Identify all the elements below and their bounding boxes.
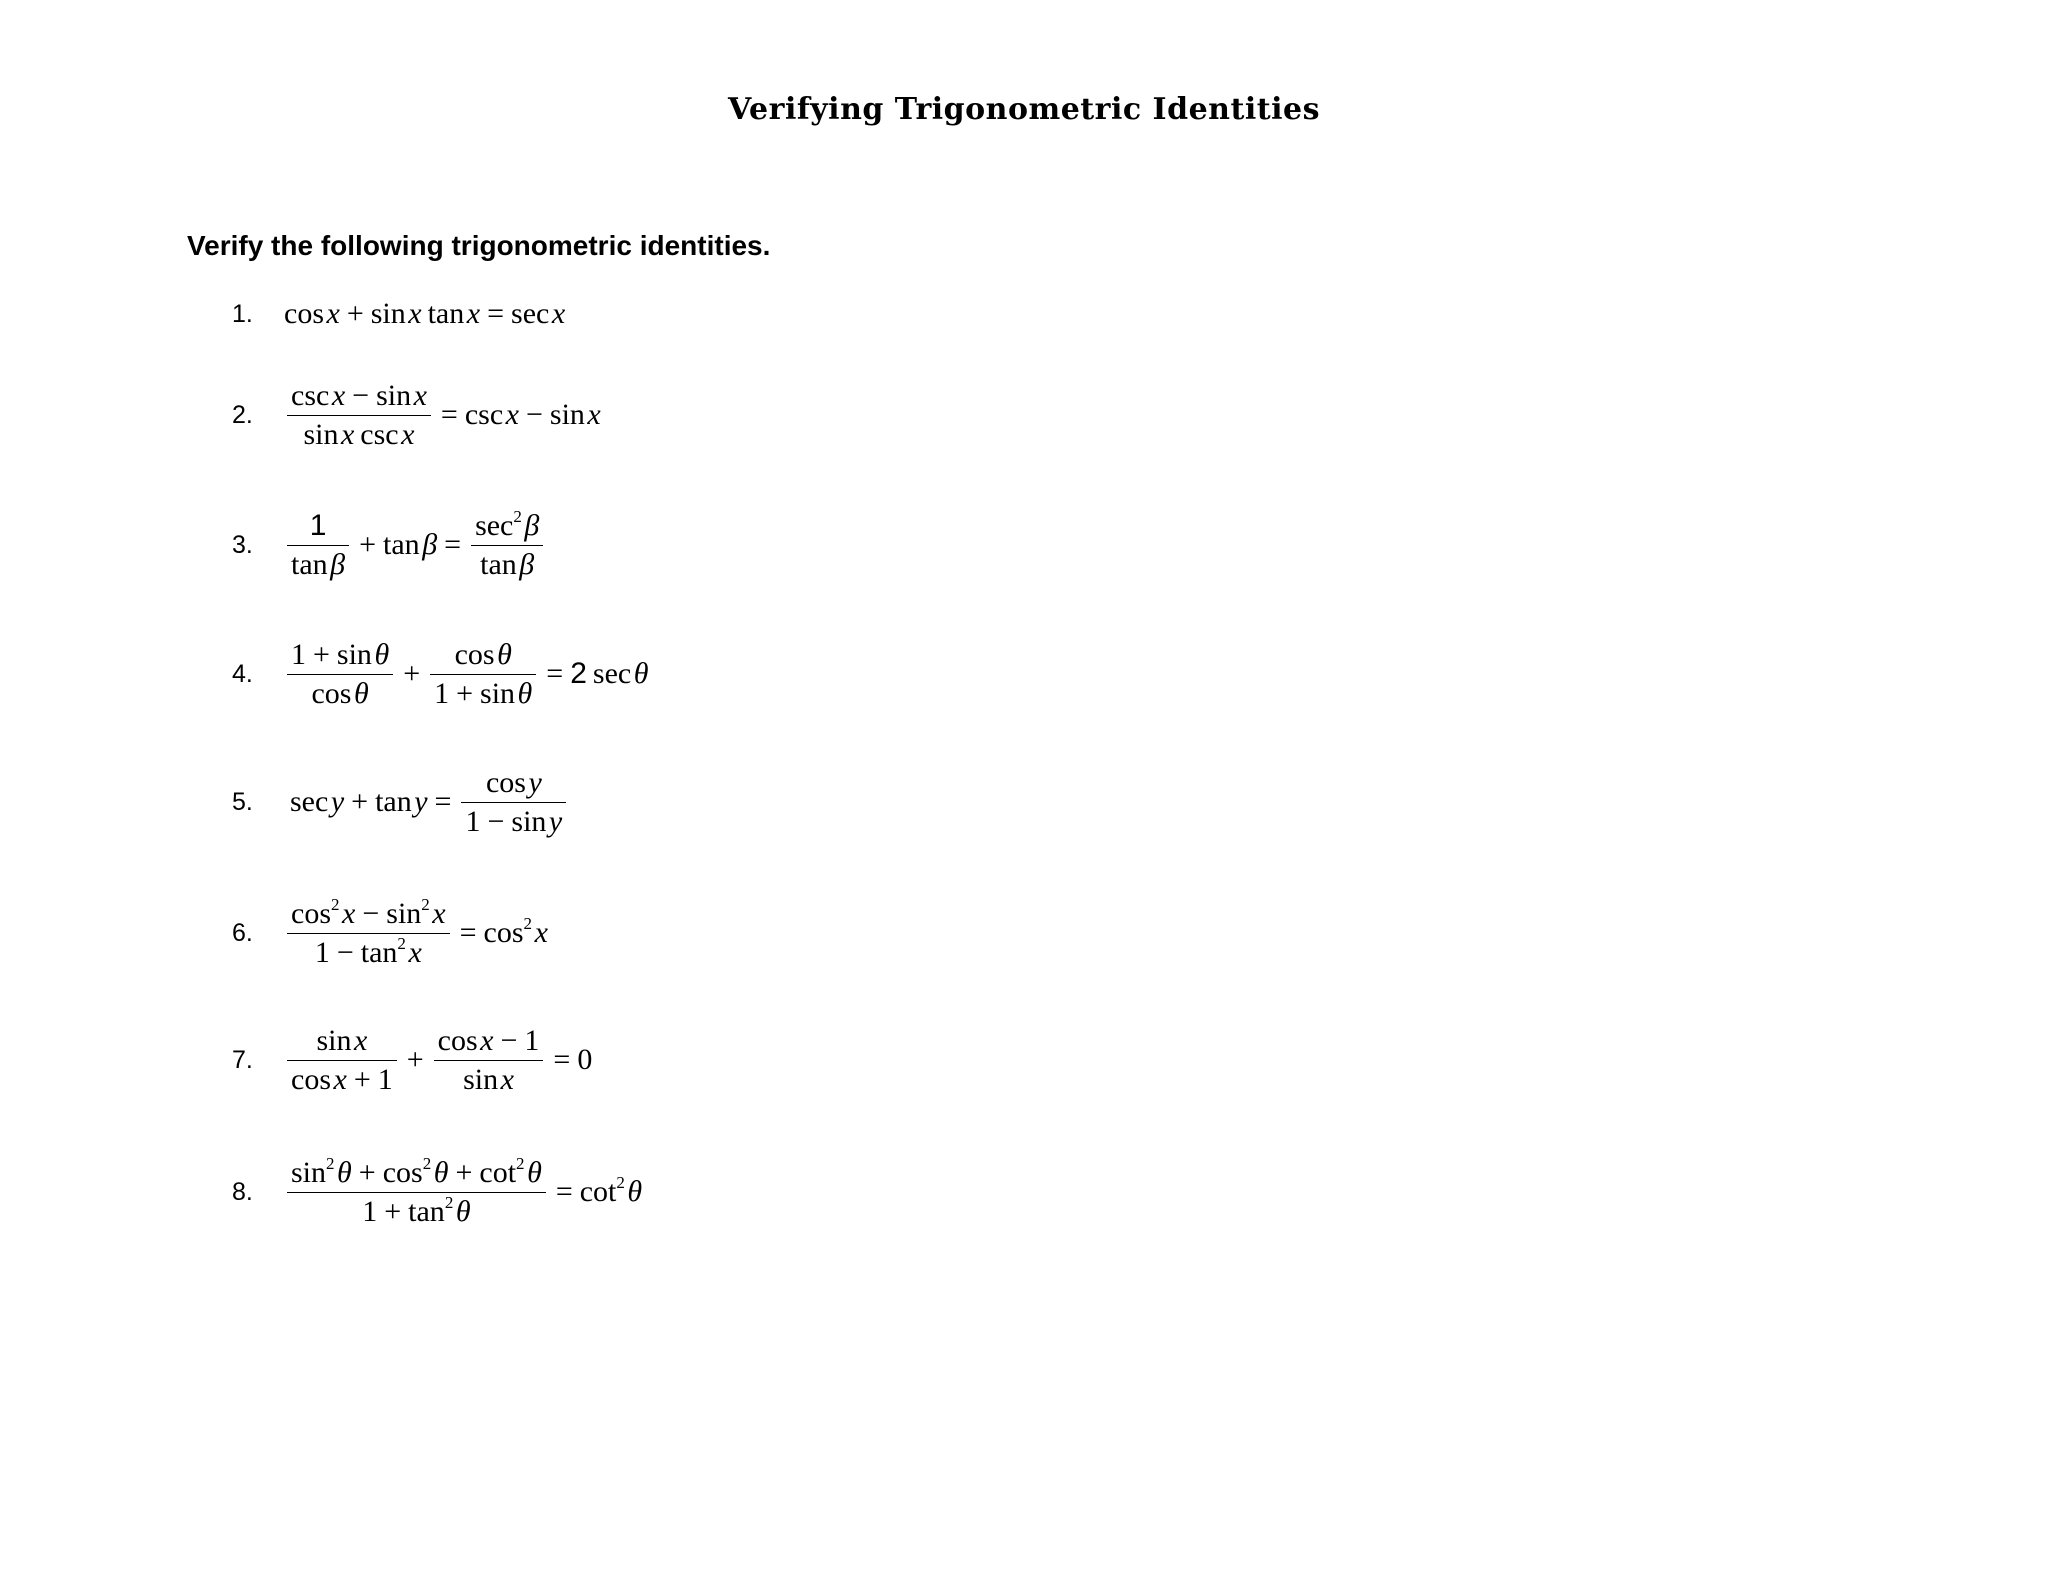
fraction: $\frac{\text{csc x − sin x}}{\text{sin x csc x}}$ xyxy=(287,377,431,454)
fraction: $\frac{\sin^2 \theta + \cos^2 \theta + \cot^2 \theta}{1 + \tan^2 \theta}$ xyxy=(287,1154,546,1231)
fraction: $\frac{\text{sin x}}{\text{cos x + 1}}$ xyxy=(287,1022,397,1099)
problem-number: 1. xyxy=(232,299,253,328)
page-title: Verifying Trigonometric Identities xyxy=(728,92,1320,127)
problem-number: 7. xyxy=(232,1045,253,1074)
fraction: $\frac{\text{1 + sin θ}}{\text{cos θ}}$ xyxy=(287,636,393,713)
problem-8 xyxy=(0,1132,900,1252)
problem-3 xyxy=(0,485,900,605)
fraction: $\frac{\sec^2 \beta}{\text{tan β}}$ xyxy=(471,507,543,584)
fraction: $\frac{\cos^2 x - \sin^2 x}{1 - \tan^2 x}$ xyxy=(287,895,450,972)
problem-5 xyxy=(0,742,900,862)
problem-number: 6. xyxy=(232,918,253,947)
fraction: $\frac{1}{\text{tan β}}$ xyxy=(287,507,349,584)
problem-expression: $\frac{\text{1 + sin θ}}{\text{cos θ}}$ + $\frac{\text{cos θ}}{\text{1 + sin θ}}$ = 2 sec θ xyxy=(284,636,648,713)
problem-expression: sec y + tan y = $\frac{\text{cos y}}{\text{1 − sin y}}$ xyxy=(290,764,569,841)
fraction: $\frac{\text{cos x − 1}}{\text{sin x}}$ xyxy=(434,1022,544,1099)
instructions: Verify the following trigonometric identities. xyxy=(187,230,771,261)
problem-number: 8. xyxy=(232,1177,253,1206)
problem-6 xyxy=(0,873,900,993)
fraction: $\frac{\text{cos y}}{\text{1 − sin y}}$ xyxy=(461,764,566,841)
problem-expression: $\frac{\text{sin x}}{\text{cos x + 1}}$ + $\frac{\text{cos x − 1}}{\text{sin x}}$ = 0 xyxy=(284,1022,592,1099)
problem-number: 2. xyxy=(232,400,253,429)
problem-4 xyxy=(0,614,900,734)
fraction: $\frac{\text{cos θ}}{\text{1 + sin θ}}$ xyxy=(430,636,536,713)
problem-expression: $\frac{1}{\text{tan β}}$ + tan β = $\frac{\sec^2 \beta}{\text{tan β}}$ xyxy=(284,507,546,584)
problem-expression: $\frac{\cos^2 x - \sin^2 x}{1 - \tan^2 x}$ = $\cos^2$ x xyxy=(284,895,548,972)
problem-expression: cos x + sin x tan x = sec x xyxy=(284,297,566,330)
problem-7 xyxy=(0,1000,900,1120)
problem-number: 4. xyxy=(232,659,253,688)
problem-expression: $\frac{\sin^2 \theta + \cos^2 \theta + \cot^2 \theta}{1 + \tan^2 \theta}$ = $\cot^2$ θ xyxy=(284,1154,642,1231)
problem-expression: $\frac{\text{csc x − sin x}}{\text{sin x csc x}}$ = csc x − sin x xyxy=(284,377,601,454)
problem-number: 5. xyxy=(232,787,253,816)
problem-2 xyxy=(0,355,900,475)
problem-number: 3. xyxy=(232,530,253,559)
